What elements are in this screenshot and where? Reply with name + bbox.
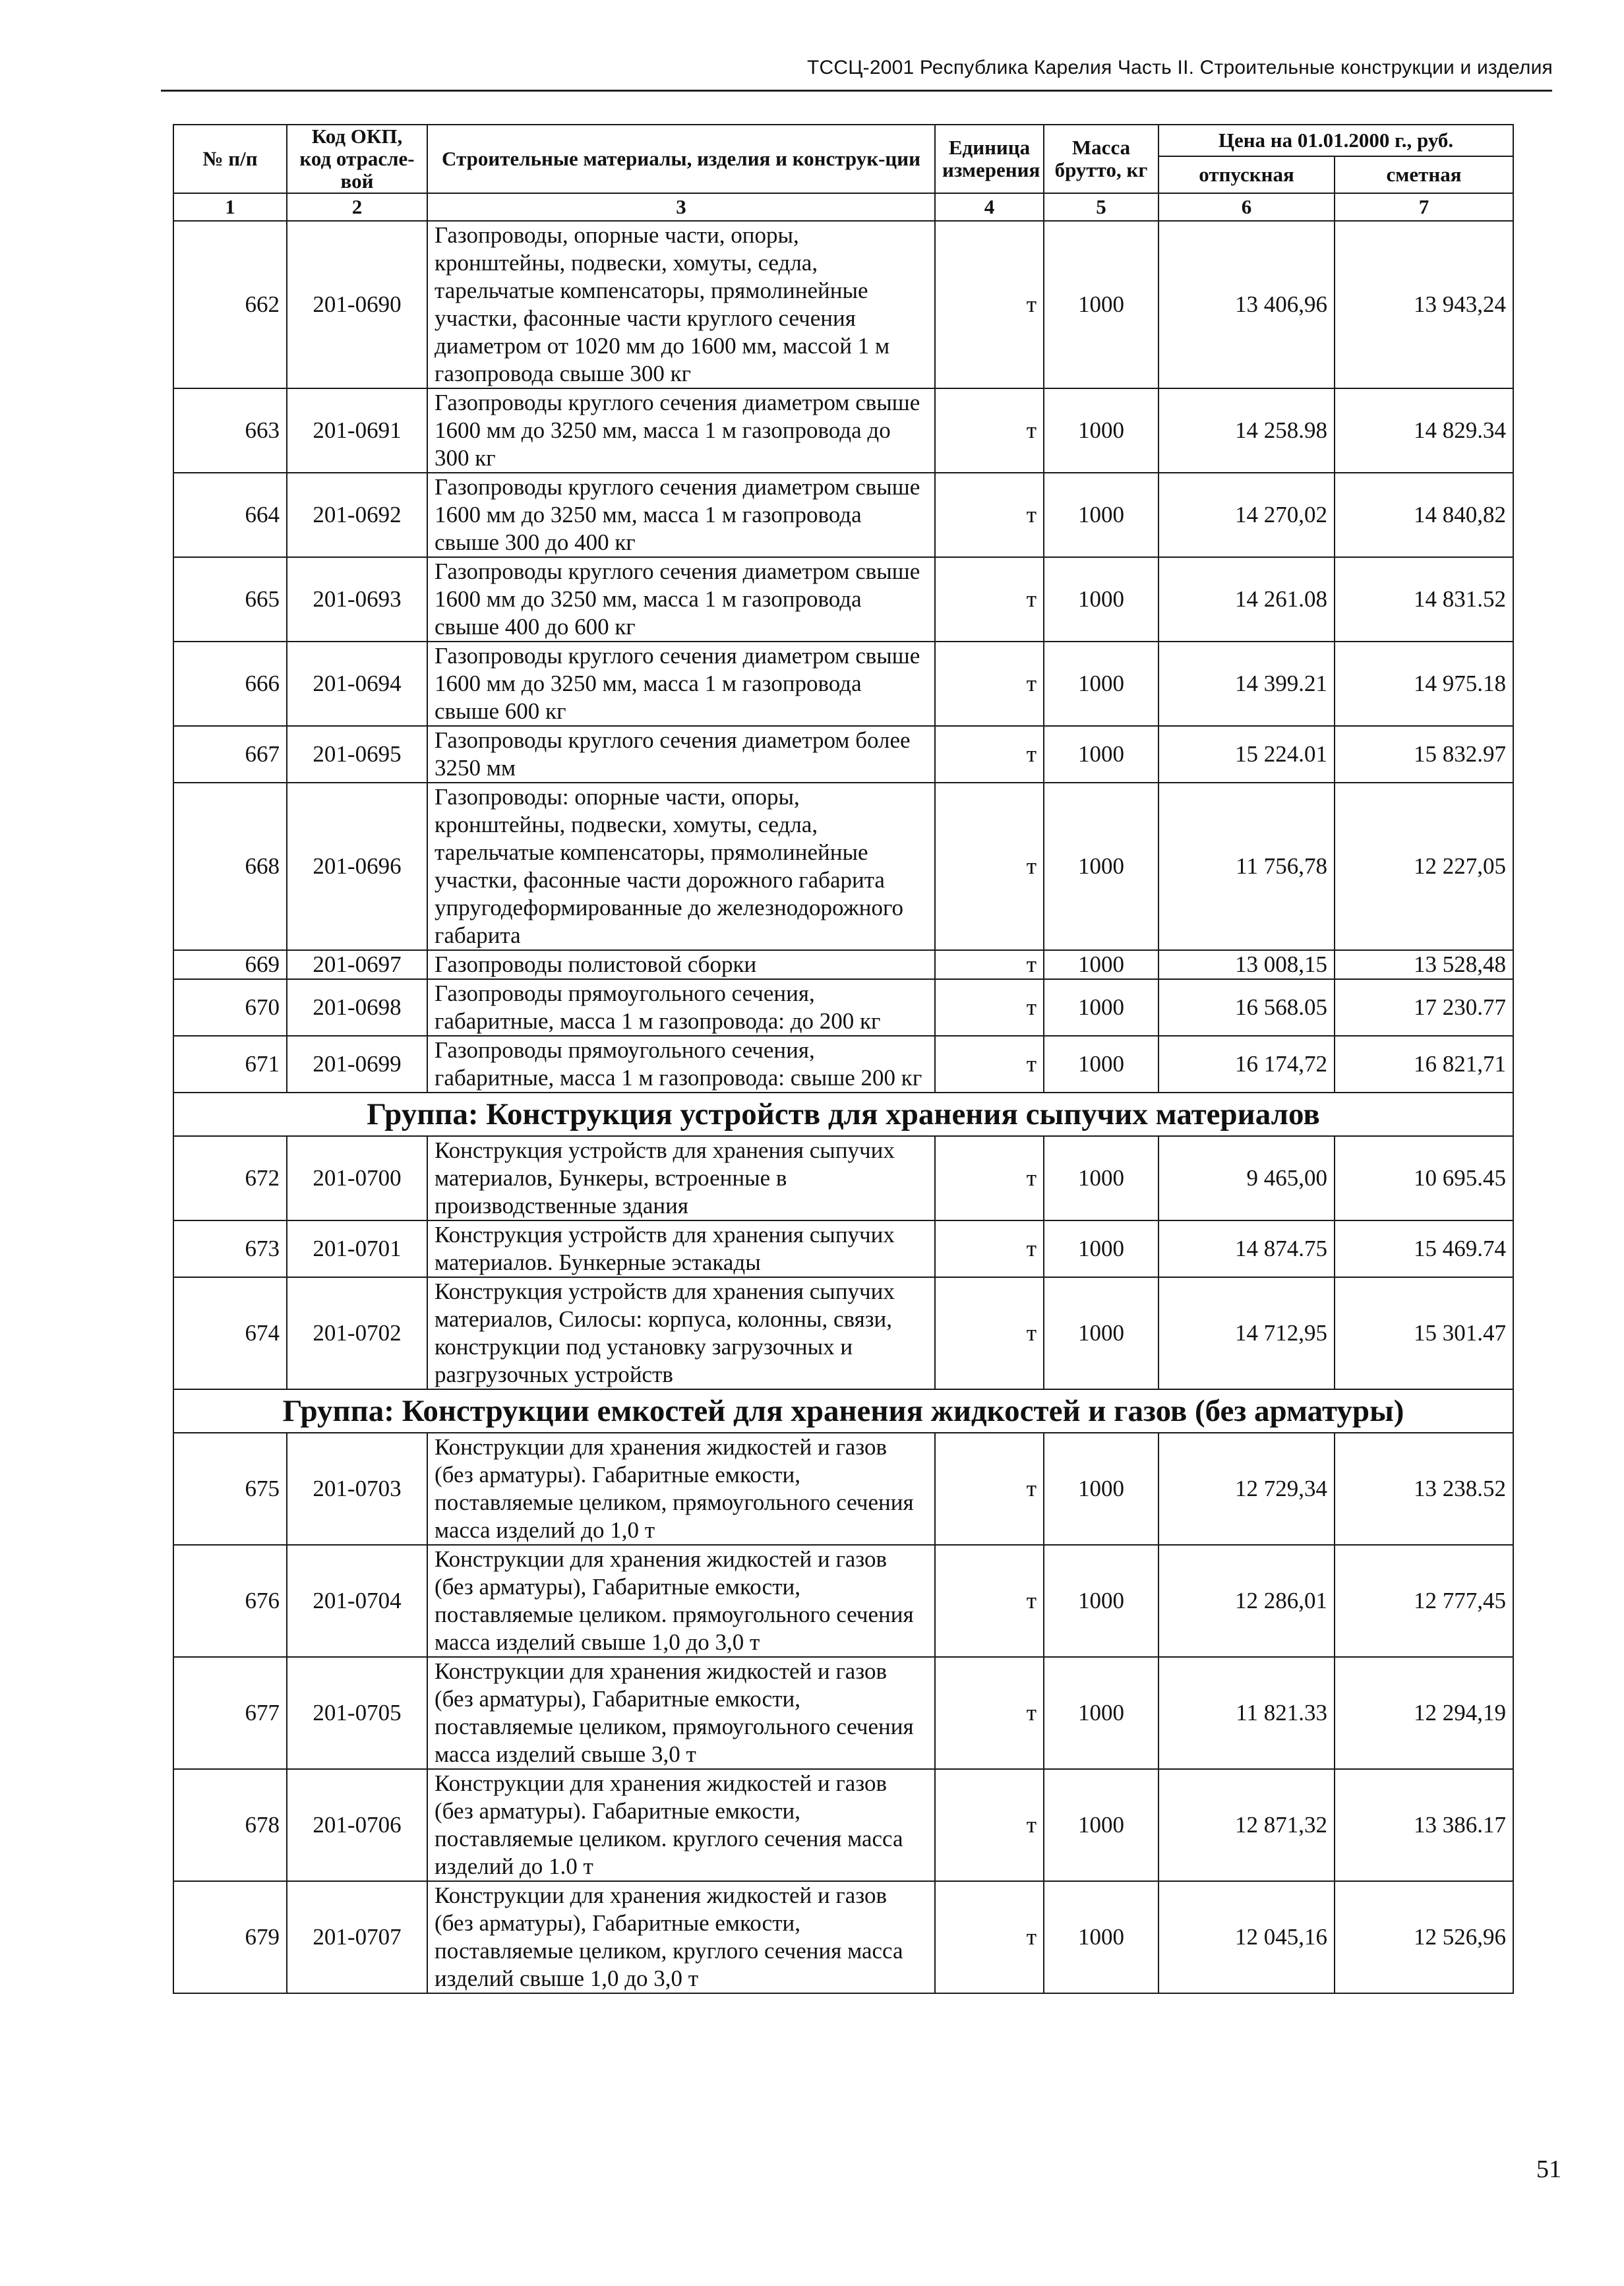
product-code: 201-0691 <box>287 388 427 473</box>
gross-mass: 1000 <box>1044 979 1158 1036</box>
product-name: Газопроводы круглого сечения диаметром более 3250 мм <box>427 726 935 783</box>
price-estimate: 17 230.77 <box>1335 979 1513 1036</box>
product-name: Газопроводы полистовой сборки <box>427 950 935 979</box>
col-header-name: Строительные материалы, изделия и конструк-ции <box>427 125 935 193</box>
price-release: 14 712,95 <box>1158 1277 1335 1389</box>
gross-mass: 1000 <box>1044 1881 1158 1993</box>
product-code: 201-0690 <box>287 221 427 388</box>
table-row <box>173 1136 1513 1220</box>
unit: т <box>935 473 1044 557</box>
unit: т <box>935 1769 1044 1881</box>
column-number: 1 <box>173 193 287 221</box>
product-name: Конструкции для хранения жидкостей и газов (без арматуры). Габаритные емкости, поставляемые целиком, прямоугольного сечения масса изделий до 1,0 т <box>427 1433 935 1545</box>
product-code: 201-0694 <box>287 642 427 726</box>
product-code: 201-0702 <box>287 1277 427 1389</box>
price-release: 9 465,00 <box>1158 1136 1335 1220</box>
gross-mass: 1000 <box>1044 388 1158 473</box>
table-row <box>173 557 1513 642</box>
price-estimate: 12 526,96 <box>1335 1881 1513 1993</box>
price-estimate: 14 840,82 <box>1335 473 1513 557</box>
price-estimate: 15 832.97 <box>1335 726 1513 783</box>
product-name: Газопроводы круглого сечения диаметром свыше 1600 мм до 3250 мм, масса 1 м газопровода до 300 кг <box>427 388 935 473</box>
col-header-price-estimate: сметная <box>1335 156 1513 193</box>
row-number: 671 <box>173 1036 287 1093</box>
unit: т <box>935 221 1044 388</box>
table-row <box>173 1881 1513 1993</box>
price-estimate: 13 528,48 <box>1335 950 1513 979</box>
product-name: Газопроводы: опорные части, опоры, кронштейны, подвески, хомуты, седла, тарельчатые компенсаторы, прямолинейные участки, фасонные части дорожного габарита упругодеформированные до железнодорожного габарита <box>427 783 935 950</box>
product-name: Конструкция устройств для хранения сыпучих материалов, Силосы: корпуса, колонны, связи, конструкции под установку загрузочных и разгрузочных устройств <box>427 1277 935 1389</box>
table-row <box>173 783 1513 950</box>
row-number: 678 <box>173 1769 287 1881</box>
row-number: 666 <box>173 642 287 726</box>
column-number-row <box>173 193 1513 221</box>
price-estimate: 12 227,05 <box>1335 783 1513 950</box>
price-estimate: 14 829.34 <box>1335 388 1513 473</box>
row-number: 672 <box>173 1136 287 1220</box>
price-release: 13 406,96 <box>1158 221 1335 388</box>
table-body <box>173 1433 1513 1993</box>
price-estimate: 14 975.18 <box>1335 642 1513 726</box>
table-row <box>173 1433 1513 1545</box>
gross-mass: 1000 <box>1044 1220 1158 1277</box>
unit: т <box>935 1036 1044 1093</box>
gross-mass: 1000 <box>1044 557 1158 642</box>
product-code: 201-0706 <box>287 1769 427 1881</box>
gross-mass: 1000 <box>1044 1433 1158 1545</box>
product-name: Газопроводы, опорные части, опоры, кронштейны, подвески, хомуты, седла, тарельчатые компенсаторы, прямолинейные участки, фасонные части круглого сечения диаметром от 1020 мм до 1600 мм, массой 1 м газопровода свыше 300 кг <box>427 221 935 388</box>
price-table <box>173 124 1514 1994</box>
col-header-mass: Масса брутто, кг <box>1044 125 1158 193</box>
table-row <box>173 1545 1513 1657</box>
unit: т <box>935 1277 1044 1389</box>
gross-mass: 1000 <box>1044 473 1158 557</box>
price-release: 16 568.05 <box>1158 979 1335 1036</box>
col-header-no: № п/п <box>173 125 287 193</box>
table-row <box>173 726 1513 783</box>
table-row <box>173 950 1513 979</box>
price-estimate: 13 943,24 <box>1335 221 1513 388</box>
row-number: 673 <box>173 1220 287 1277</box>
product-name: Конструкция устройств для хранения сыпучих материалов, Бункеры, встроенные в производственные здания <box>427 1136 935 1220</box>
gross-mass: 1000 <box>1044 783 1158 950</box>
table-row <box>173 642 1513 726</box>
row-number: 665 <box>173 557 287 642</box>
unit: т <box>935 1657 1044 1769</box>
unit: т <box>935 783 1044 950</box>
gross-mass: 1000 <box>1044 1769 1158 1881</box>
product-code: 201-0699 <box>287 1036 427 1093</box>
gross-mass: 1000 <box>1044 1136 1158 1220</box>
unit: т <box>935 1881 1044 1993</box>
product-name: Конструкции для хранения жидкостей и газов (без арматуры). Габаритные емкости, поставляемые целиком. круглого сечения масса изделий до 1.0 т <box>427 1769 935 1881</box>
column-number: 4 <box>935 193 1044 221</box>
gross-mass: 1000 <box>1044 1036 1158 1093</box>
price-estimate: 16 821,71 <box>1335 1036 1513 1093</box>
row-number: 679 <box>173 1881 287 1993</box>
row-number: 669 <box>173 950 287 979</box>
row-number: 670 <box>173 979 287 1036</box>
price-release: 14 874.75 <box>1158 1220 1335 1277</box>
product-name: Газопроводы круглого сечения диаметром свыше 1600 мм до 3250 мм, масса 1 м газопровода свыше 600 кг <box>427 642 935 726</box>
price-release: 16 174,72 <box>1158 1036 1335 1093</box>
row-number: 667 <box>173 726 287 783</box>
gross-mass: 1000 <box>1044 1277 1158 1389</box>
product-code: 201-0704 <box>287 1545 427 1657</box>
unit: т <box>935 1433 1044 1545</box>
column-number: 7 <box>1335 193 1513 221</box>
unit: т <box>935 388 1044 473</box>
price-estimate: 12 777,45 <box>1335 1545 1513 1657</box>
price-release: 14 258.98 <box>1158 388 1335 473</box>
unit: т <box>935 1220 1044 1277</box>
table-row <box>173 221 1513 388</box>
col-header-price-group: Цена на 01.01.2000 г., руб. <box>1158 125 1513 156</box>
product-name: Конструкции для хранения жидкостей и газов (без арматуры), Габаритные емкости, поставляемые целиком, прямоугольного сечения масса изделий свыше 3,0 т <box>427 1657 935 1769</box>
table-row <box>173 1277 1513 1389</box>
product-name: Конструкции для хранения жидкостей и газов (без арматуры), Габаритные емкости, поставляемые целиком, круглого сечения масса изделий свыше 1,0 до 3,0 т <box>427 1881 935 1993</box>
price-estimate: 13 386.17 <box>1335 1769 1513 1881</box>
product-code: 201-0695 <box>287 726 427 783</box>
price-estimate: 14 831.52 <box>1335 557 1513 642</box>
price-release: 15 224.01 <box>1158 726 1335 783</box>
product-name: Газопроводы прямоугольного сечения, габаритные, масса 1 м газопровода: свыше 200 кг <box>427 1036 935 1093</box>
unit: т <box>935 950 1044 979</box>
table-row <box>173 979 1513 1036</box>
product-code: 201-0692 <box>287 473 427 557</box>
row-number: 668 <box>173 783 287 950</box>
table-row <box>173 388 1513 473</box>
row-number: 676 <box>173 1545 287 1657</box>
product-name: Конструкции для хранения жидкостей и газов (без арматуры), Габаритные емкости, поставляемые целиком. прямоугольного сечения масса изделий свыше 1,0 до 3,0 т <box>427 1545 935 1657</box>
gross-mass: 1000 <box>1044 642 1158 726</box>
row-number: 677 <box>173 1657 287 1769</box>
price-release: 12 871,32 <box>1158 1769 1335 1881</box>
table-row <box>173 1657 1513 1769</box>
group-header <box>173 1093 1513 1136</box>
column-number: 6 <box>1158 193 1335 221</box>
product-name: Конструкция устройств для хранения сыпучих материалов. Бункерные эстакады <box>427 1220 935 1277</box>
product-code: 201-0705 <box>287 1657 427 1769</box>
col-header-price-release: отпускная <box>1158 156 1335 193</box>
column-number: 2 <box>287 193 427 221</box>
price-release: 11 821.33 <box>1158 1657 1335 1769</box>
product-code: 201-0707 <box>287 1881 427 1993</box>
unit: т <box>935 1545 1044 1657</box>
price-estimate: 15 301.47 <box>1335 1277 1513 1389</box>
unit: т <box>935 1136 1044 1220</box>
price-release: 14 261.08 <box>1158 557 1335 642</box>
col-header-unit: Единица измерения <box>935 125 1044 193</box>
header-rule <box>161 90 1552 92</box>
column-number: 5 <box>1044 193 1158 221</box>
product-code: 201-0701 <box>287 1220 427 1277</box>
product-name: Газопроводы круглого сечения диаметром свыше 1600 мм до 3250 мм, масса 1 м газопровода свыше 300 до 400 кг <box>427 473 935 557</box>
product-name: Газопроводы круглого сечения диаметром свыше 1600 мм до 3250 мм, масса 1 м газопровода свыше 400 до 600 кг <box>427 557 935 642</box>
gross-mass: 1000 <box>1044 1545 1158 1657</box>
product-code: 201-0700 <box>287 1136 427 1220</box>
price-estimate: 15 469.74 <box>1335 1220 1513 1277</box>
unit: т <box>935 979 1044 1036</box>
product-name: Газопроводы прямоугольного сечения, габаритные, масса 1 м газопровода: до 200 кг <box>427 979 935 1036</box>
table-row <box>173 1220 1513 1277</box>
table-row <box>173 1036 1513 1093</box>
product-code: 201-0703 <box>287 1433 427 1545</box>
gross-mass: 1000 <box>1044 221 1158 388</box>
price-estimate: 12 294,19 <box>1335 1657 1513 1769</box>
price-release: 12 729,34 <box>1158 1433 1335 1545</box>
gross-mass: 1000 <box>1044 950 1158 979</box>
gross-mass: 1000 <box>1044 1657 1158 1769</box>
product-code: 201-0697 <box>287 950 427 979</box>
page-number: 51 <box>1536 2155 1561 2183</box>
table-header <box>173 125 1513 221</box>
row-number: 664 <box>173 473 287 557</box>
price-release: 14 399.21 <box>1158 642 1335 726</box>
price-release: 14 270,02 <box>1158 473 1335 557</box>
price-release: 12 286,01 <box>1158 1545 1335 1657</box>
gross-mass: 1000 <box>1044 726 1158 783</box>
group-header <box>173 1389 1513 1433</box>
table-row <box>173 1769 1513 1881</box>
product-code: 201-0693 <box>287 557 427 642</box>
col-header-code: Код ОКП, код отрасле-вой <box>287 125 427 193</box>
table-body <box>173 221 1513 1093</box>
table-body <box>173 1136 1513 1389</box>
group-title: Группа: Конструкция устройств для хранения сыпучих материалов <box>173 1093 1513 1136</box>
price-estimate: 13 238.52 <box>1335 1433 1513 1545</box>
row-number: 662 <box>173 221 287 388</box>
unit: т <box>935 642 1044 726</box>
product-code: 201-0698 <box>287 979 427 1036</box>
unit: т <box>935 726 1044 783</box>
price-release: 13 008,15 <box>1158 950 1335 979</box>
product-code: 201-0696 <box>287 783 427 950</box>
price-release: 12 045,16 <box>1158 1881 1335 1993</box>
row-number: 675 <box>173 1433 287 1545</box>
row-number: 674 <box>173 1277 287 1389</box>
price-estimate: 10 695.45 <box>1335 1136 1513 1220</box>
unit: т <box>935 557 1044 642</box>
table-row <box>173 473 1513 557</box>
price-release: 11 756,78 <box>1158 783 1335 950</box>
running-title: ТССЦ-2001 Республика Карелия Часть II. Строительные конструкции и изделия <box>807 57 1553 78</box>
column-number: 3 <box>427 193 935 221</box>
row-number: 663 <box>173 388 287 473</box>
group-title: Группа: Конструкции емкостей для хранения жидкостей и газов (без арматуры) <box>173 1389 1513 1433</box>
